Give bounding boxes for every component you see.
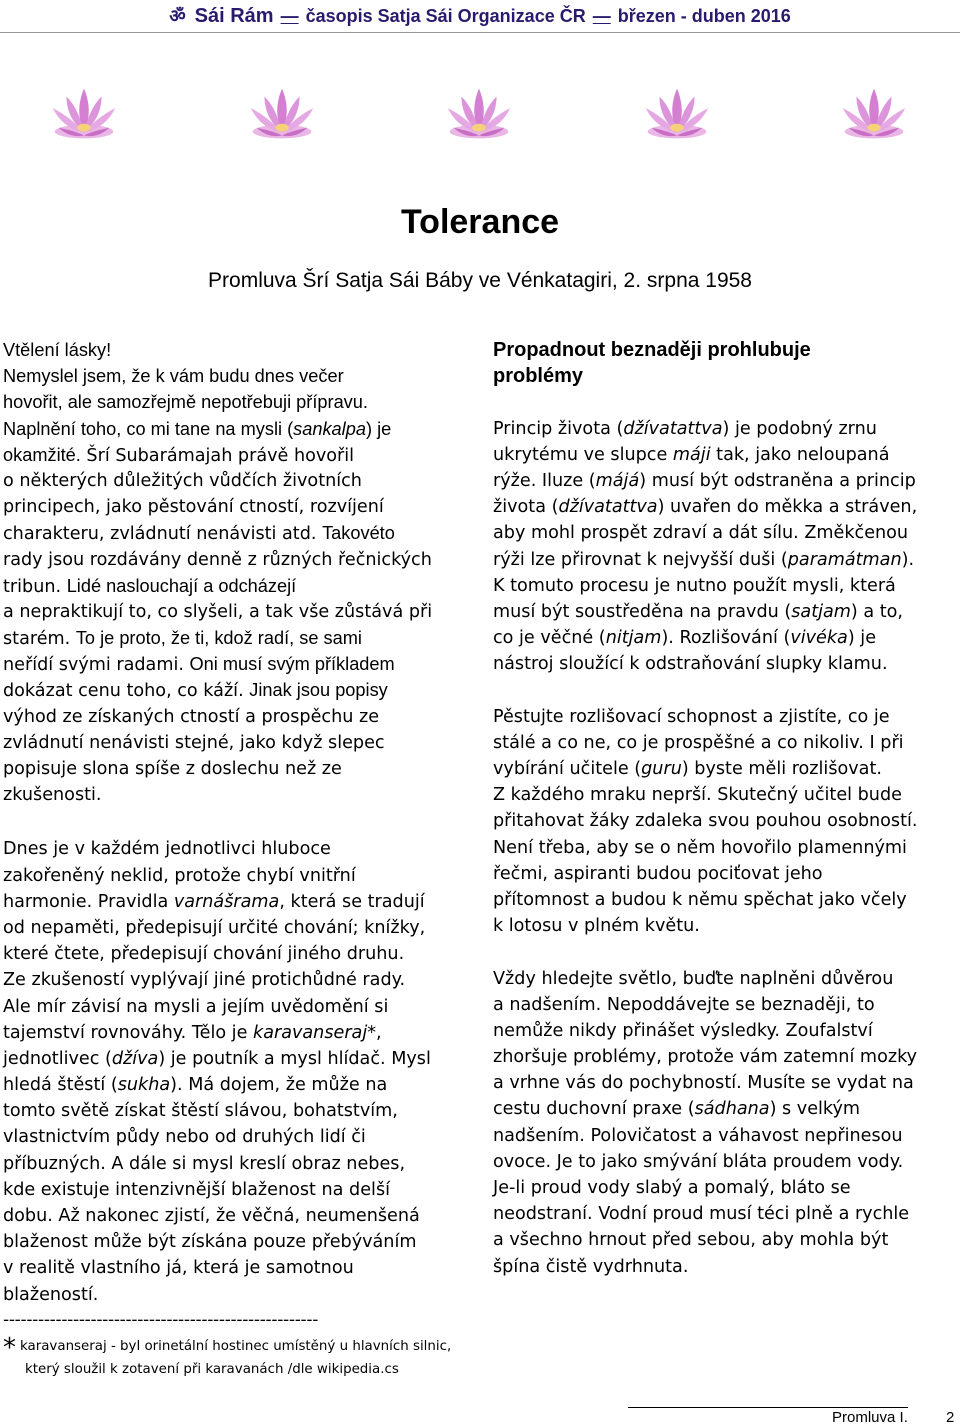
text-line: Vtělení lásky! [3,340,112,360]
text-line: ukrytému ve slupce máji tak, jako neloupaná [493,444,890,465]
footnote-star: * [3,1333,16,1363]
section-heading: Propadnout beznaději prohlubuje [493,339,811,361]
text-line: zhoršuje problémy, protože vám zatemní mozky [493,1047,918,1068]
text-line: Pěstujte rozlišovací schopnost a zjistíte, co je [493,706,890,727]
text-line: aby mohl prospět zdraví a dát sílu. Změkčenou [493,523,909,544]
text-line: příbuzných. A dále si mysl kreslí obraz nebes, [3,1153,406,1174]
page-header [0,4,960,30]
text-line: kde existuje intenzivnější blaženost na delší [3,1179,390,1200]
text-line: K tomuto procesu je nutno použít mysli, která [493,575,896,596]
text-line: nástroj sloužící k odstraňování slupky klamu. [493,654,888,675]
header-divider [0,32,960,33]
text-line: co je věčné (nitjam). Rozlišování (vivéka) je [493,628,877,649]
text-line: zvládnutí nenávisti stejné, jako když slepec [3,732,385,753]
issue-date: březen - duben 2016 [617,6,791,26]
text-line: Není třeba, aby se o něm hovořilo plamennými [493,837,907,858]
text-line: Nemyslel jsem, že k vám budu dnes večer [3,366,344,387]
text-line: charakteru, zvládnutí nenávisti atd. Takovéto [3,523,395,545]
text-line: Ze zkušeností vyplývají jiné protichůdné rady. [3,970,406,991]
text-line: a nepraktikují to, co slyšeli, a tak vše zůstává při [3,601,433,622]
text-line: musí být soustředěna na pravdu (satjam) a to, [493,601,903,622]
text-line: vlastnictvím půdy nebo od druhých lidí či [3,1127,366,1148]
footnote-divider: ------------------------------------------------------ [3,1310,319,1330]
lotus-icon [45,80,123,150]
text-line: rýže. Iluze (májá) musí být odstraněna a princip [493,470,916,491]
text-line: principech, jako pěstování ctností, rozvíjení [3,497,384,518]
text-line: neodstraní. Vodní proud musí téci plně a rychle [493,1204,910,1225]
text-line: ovoce. Je to jako smývání bláta proudem vody. [493,1151,904,1172]
text-line: a všechno hrnout před sebou, aby mohla být [493,1230,889,1251]
text-line: přitahovat žáky zdaleka svou pouhou osobností. [493,811,918,832]
footnote-line-2: který sloužil k zotavení při karavanách /dle wikipedia.cs [25,1362,399,1377]
text-line: rady jsou rozdávány denně z různých řečnických [3,549,432,570]
footnote [3,1333,452,1380]
text-line: a nadšením. Nepoddávejte se beznaději, to [493,994,875,1015]
text-line: Ale mír závisí na mysli a jejím uvědomění si [3,996,389,1017]
text-line: Dnes je v každém jednotlivci hluboce [3,839,331,860]
text-line: tajemství rovnováhy. Tělo je karavanseraj*, [3,1022,382,1043]
text-line: Je-li proud vody slabý a pomalý, bláto se [493,1178,851,1198]
footnote-line-1: karavanseraj - byl orinetální hostinec umístěný u hlavních silnic, [20,1339,452,1354]
text-line: popisuje slona spíše z doslechu než ze [3,759,342,779]
lotus-icon [440,80,518,150]
text-line: a vrhne vás do pochybností. Musíte se vydat na [493,1073,914,1094]
text-line: od nepaměti, předepisují určité chování; knížky, [3,917,426,938]
text-line: k lotosu v plném květu. [493,916,700,937]
text-line: hledá štěstí (sukha). Má dojem, že může na [3,1075,388,1096]
lotus-icon [638,80,716,150]
text-line: výhod ze získaných ctností a prospěchu ze [3,706,380,727]
text-line: nadšením. Polovičatost a váhavost nepřinesou [493,1125,903,1146]
article-subtitle: Promluva Šrí Satja Sái Báby ve Vénkatagiri, 2. srpna 1958 [208,269,752,292]
magazine-brand: Sái Rám [194,5,274,27]
header-dash-2: — [592,6,611,26]
header-dash: — [280,6,299,26]
text-line: řečmi, aspiranti budou pociťovat jeho [493,863,823,884]
text-line: vybírání učitele (guru) byste měli rozlišovat. [493,759,882,779]
text-line: starém. To je proto, že ti, kdož radí, se sami [3,628,362,650]
text-line: tribun. Lidé naslouchají a odcházejí [3,575,297,597]
article-title: Tolerance [400,203,560,241]
text-line: stálé a co ne, co je prospěšné a co nikoliv. I při [493,732,904,753]
text-line: života (džívatattva) uvařen do měkka a stráven, [493,497,918,518]
text-line: zkušenosti. [3,785,102,806]
text-line: hovořit, ale samozřejmě nepotřebuji přípravu. [3,392,368,413]
text-line: Princip života (džívatattva) je podobný zrnu [493,418,877,439]
lotus-icon [243,80,321,150]
text-line: neřídí svými radami. Oni musí svým příkladem [3,654,395,676]
magazine-name: časopis Satja Sái Organizace ČR [305,6,586,26]
left-column [3,337,468,1308]
text-line: cestu duchovní praxe (sádhana) s velkým [493,1099,861,1120]
lotus-decoration-row [0,80,960,160]
text-line: špína čistě vydrhnuta. [493,1256,689,1277]
text-line: okamžité. Šrí Subarámajah právě hovořil [3,444,355,466]
text-line: harmonie. Pravidla varnášrama, která se tradují [3,891,425,912]
section-heading-cont: problémy [493,365,584,388]
page-number: 2 [946,1409,955,1426]
text-line: v realitě vlastního já, která je samotnou [3,1258,354,1279]
right-column [493,337,958,1280]
text-line: Z každého mraku neprší. Skutečný učitel bude [493,785,902,806]
text-line: rýži lze přirovnat k nejvyšší duši (paramátman). [493,549,915,570]
text-line: nemůže nikdy přinášet výsledky. Zoufalství [493,1020,873,1041]
text-line: zakořeněný neklid, protože chybí vnitřní [3,865,356,886]
text-line: dokázat cenu toho, co káží. Jinak jsou popisy [3,680,388,702]
footer-section: Promluva I. [832,1409,908,1426]
text-line: blažeností. [3,1284,99,1305]
text-line: Vždy hledejte světlo, buďte naplněni důvěrou [493,968,894,989]
text-line: o některých důležitých vůdčích životních [3,470,362,491]
text-line: tomto světě získat štěstí slávou, bohatstvím, [3,1101,398,1122]
text-line: jednotlivec (džíva) je poutník a mysl hlídač. Mysl [3,1048,431,1069]
text-line: dobu. Až nakonec zjistí, že věčná, neumenšená [3,1206,420,1226]
text-line: přítomnost a budou k němu spěchat jako včely [493,889,907,910]
lotus-icon [835,80,913,150]
om-icon: ॐ [169,6,186,26]
text-line: Naplnění toho, co mi tane na mysli (sankalpa) je [3,418,392,439]
text-line: které čtete, předepisují chování jiného druhu. [3,944,405,965]
text-line: blaženost může být získána pouze přebýváním [3,1232,417,1253]
footer-divider [628,1407,908,1408]
